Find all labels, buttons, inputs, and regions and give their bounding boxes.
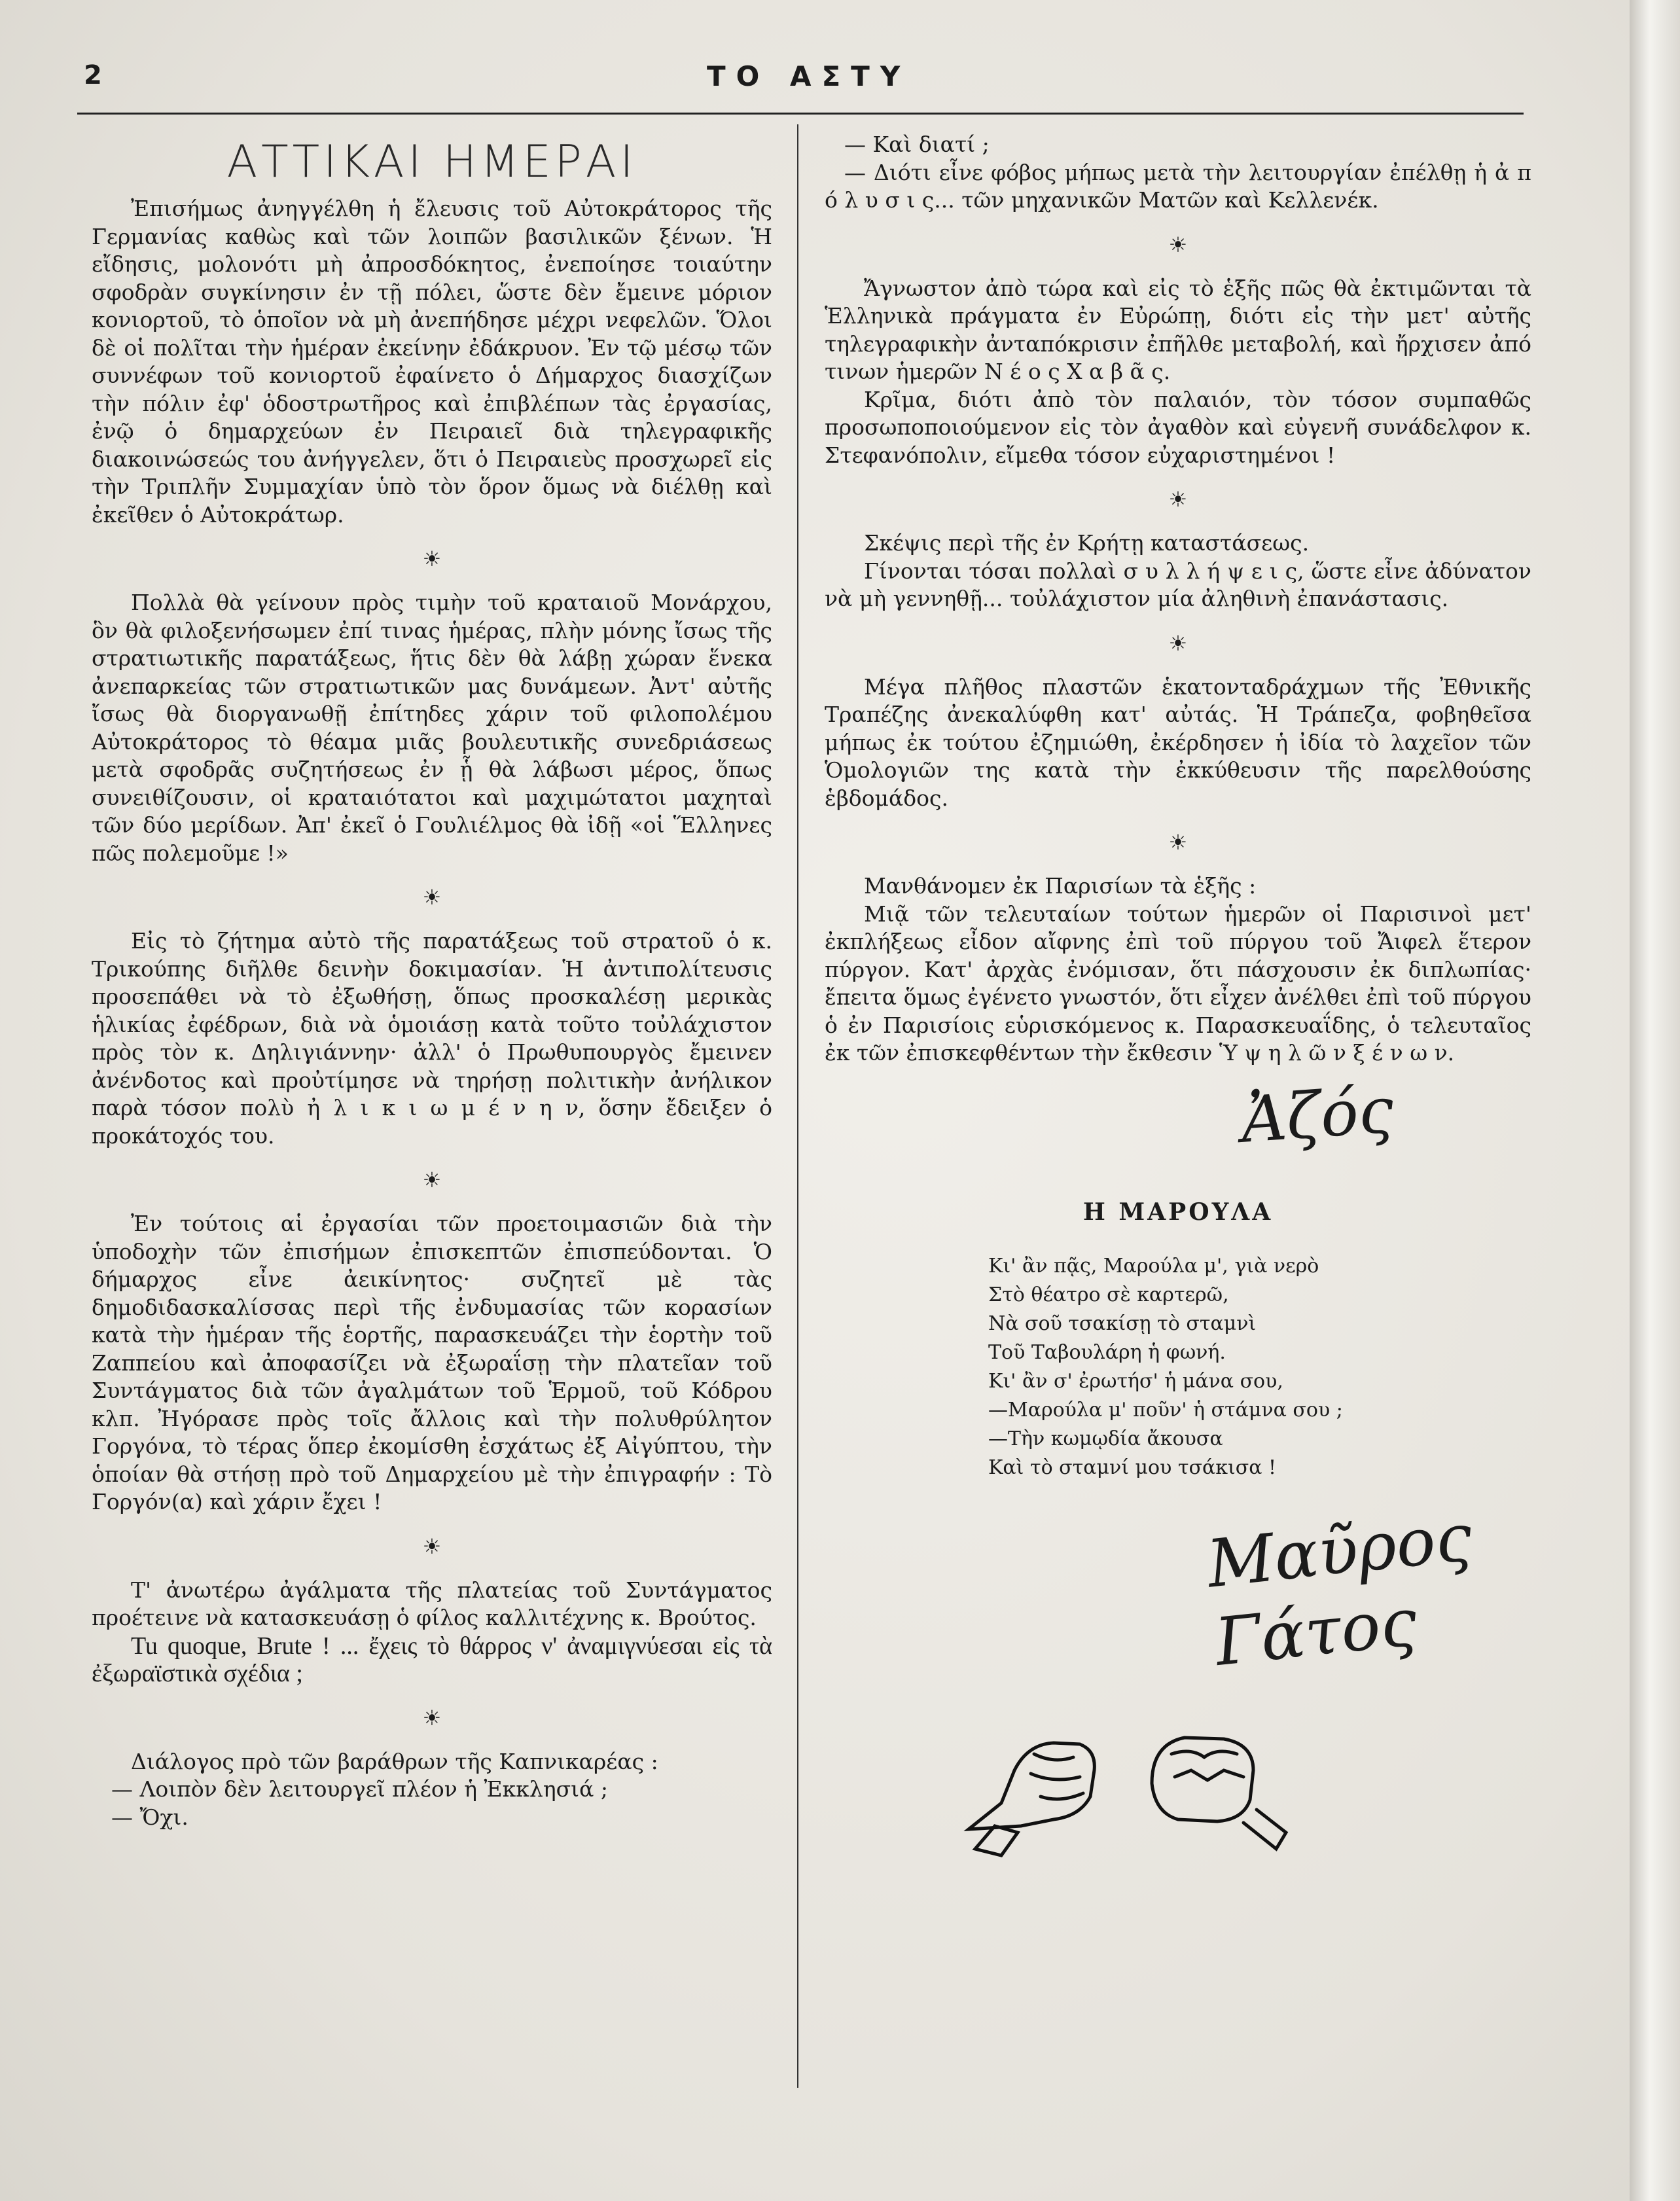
article-paragraph: Κρῖμα, διότι ἀπὸ τὸν παλαιόν, τὸν τόσον συμπαθῶς προσωποποιούμενον εἰς τὸν ἀγαθὸν καὶ εὐγενῆ συνάδελφον κ. Στεφανόπολιν, εἴμεθα τόσον εὐχαριστημένοι ! <box>825 386 1531 468</box>
section-title: ΑΤΤΙΚΑΙ ΗΜΕΡΑΙ <box>226 136 637 188</box>
article-paragraph: Ἄγνωστον ἀπὸ τώρα καὶ εἰς τὸ ἑξῆς πῶς θὰ ἐκτιμῶνται τὰ Ἑλληνικὰ πράγματα ἐν Εὐρώπῃ, διότι εἰς τὴν μετ' αὐτῆς τηλεγραφικὴν ἀνταπόκρισιν ἐπῆλθε μεταβολή, καὶ ἤρχισεν ἀπό τινων ἡμερῶν Ν έ ο ς Χ α β ᾶ ς. <box>825 275 1531 384</box>
dialog-line: — Λοιπὸν δὲν λειτουργεῖ πλέον ἡ Ἐκκλησιά ; <box>111 1776 608 1802</box>
article-paragraph: Μέγα πλῆθος πλαστῶν ἑκατονταδράχμων τῆς Ἐθνικῆς Τραπέζης ἀνεκαλύφθη κατ' αὐτάς. Ἡ Τράπεζα, φοβηθεῖσα μήπως ἐκ τούτου ἐζημιώθη, ἐκέρδησεν ἡ ἰδία τὸ λαχεῖον τῶν Ὁμολογιῶν της κατὰ τὴν ἐκκύθευσιν τῆς παρελθούσης ἑβδομάδος. <box>825 673 1531 811</box>
poem-line: —Τὴν κωμῳδία ἄκουσα <box>988 1427 1223 1450</box>
article-paragraph: Μιᾷ τῶν τελευταίων τούτων ἡμερῶν οἱ Παρισινοὶ μετ' ἐκπλήξεως εἶδον αἴφνης ἐπὶ τοῦ πύργου τοῦ Ἄιφελ ἕτερον πύργον. Κατ' ἀρχὰς ἐνόμισαν, ὅτι πάσχουσιν ἐκ διπλωπίας· ἔπειτα ὅμως ἐγένετο γνωστόν, ὅτι εἶχεν ἀνέλθει ἐπὶ τοῦ πύργου ὁ ἐν Παρισίοις εὑρισκόμενος κ. Παρασκευαΐδης, ὁ τελευταῖος ἐκ τῶν ἐπισκεφθέντων τὴν ἔκθεσιν Ὑ ψ η λ ῶ ν ξ έ ν ω ν. <box>825 901 1531 1065</box>
article-paragraph: Σκέψις περὶ τῆς ἐν Κρήτῃ καταστάσεως. <box>864 530 1310 556</box>
page-number: 2 <box>84 60 102 90</box>
separator-star: ☀ <box>422 546 442 571</box>
poem <box>988 1252 1531 1482</box>
separator-star: ☀ <box>1168 487 1188 512</box>
poem-line: Τοῦ Ταβουλάρη ἡ φωνή. <box>988 1341 1226 1364</box>
poem-line: Κι' ἂν σ' ἐρωτήσ' ἡ μάνα σου, <box>988 1370 1283 1393</box>
article-paragraph: Ἐν τούτοις αἱ ἐργασίαι τῶν προετοιμασιῶν διὰ τὴν ὑποδοχὴν τῶν ἐπισήμων ἐπισκεπτῶν ἐπισπεύδονται. Ὁ δήμαρχος εἶνε ἀεικίνητος· συζητεῖ μὲ τὰς δημοδιδασκαλίσσας περὶ τῆς ἐνδυμασίας τῶν κορασίων κατὰ τὴν ἡμέραν τῆς ἑορτῆς, παρασκευάζει τὴν ἑορτὴν τοῦ Ζαππείου καὶ ἀποφασίζει νὰ ἐξωραΐσῃ τὴν πλατεῖαν τοῦ Συντάγματος διὰ τῶν ἀγαλμάτων τοῦ Ἑρμοῦ, τοῦ Κόδρου κλπ. Ἠγόρασε πρὸς τοῖς ἄλλοις καὶ τὴν πολυθρύλητον Γοργόνα, τὸ τέρας ὅπερ ἐκομίσθη ἐσχάτως ἐξ Αἰγύπτου, τὴν ὁποίαν θὰ στήσῃ πρὸ τοῦ Δημαρχείου μὲ τὴν ἐπιγραφήν : Τὸ Γοργόν(α) καὶ χάριν ἔχει ! <box>92 1211 772 1514</box>
article-paragraph: Εἰς τὸ ζήτημα αὐτὸ τῆς παρατάξεως τοῦ στρατοῦ ὁ κ. Τρικούπης διῆλθε δεινὴν δοκιμασίαν. Ἡ ἀντιπολίτευσις προσεπάθει νὰ τὸ ἐξωθήσῃ, ὅπως προσκαλέσῃ μερικὰς ἡλικίας ἐφέδρων, διὰ νὰ ὁμοιάσῃ κατὰ τοῦτο τοὐλάχιστον πρὸς τὸν κ. Δηλιγιάννην· ἀλλ' ὁ Πρωθυπουργὸς ἔμεινεν ἀνένδοτος καὶ προὐτίμησε νὰ τηρήσῃ πολιτικὴν ἀνήλικον παρὰ τόσον πολὺ ἠ λ ι κ ι ω μ έ ν η ν, ὅσην ἔδειξεν ὁ προκάτοχός του. <box>92 928 772 1149</box>
article-paragraph: Ἐπισήμως ἀνηγγέλθη ἡ ἔλευσις τοῦ Αὐτοκράτορος τῆς Γερμανίας καθὼς καὶ τῶν λοιπῶν βασιλικῶν ξένων. Ἡ εἴδησις, μολονότι μὴ ἀπροσδόκητος, ἐνεποίησε τοιαύτην σφοδρὰν συγκίνησιν ἐν τῇ πόλει, ὥστε δὲν ἔμεινε μόριον κονιορτοῦ, τὸ ὁποῖον νὰ μὴ ἀνεπήδησε μέχρι νεφελῶν. Ὅλοι δὲ οἱ πολῖται τὴν ἡμέραν ἐκείνην ἐδάκρυον. Ἐν τῷ μέσῳ τῶν συννέφων τοῦ κονιορτοῦ ἐφαίνετο ὁ Δήμαρχος διασχίζων τὴν πόλιν ἐφ' ὁδοστρωτῆρος καὶ ἐπιβλέπων τὰς ἐργασίας, ἐνῷ ὁ δημαρχεύων ἐν Πειραιεῖ διὰ τηλεγραφικῆς διακοινώσεώς του ἀνήγγελεν, ὅτι ὁ Πειραιεὺς προσχωρεῖ εἰς τὴν Τριπλῆν Συμμαχίαν ὑπὸ τὸν ὅρον ὅμως νὰ διέλθῃ καὶ ἐκεῖθεν ὁ Αὐτοκράτωρ. <box>92 196 772 528</box>
dialog-line: — Διότι εἶνε φόβος μήπως μετὰ τὴν λειτουργίαν ἐπέλθῃ ἡ ἀ π ό λ υ σ ι ς... τῶν μηχανικῶν Ματῶν καὶ Κελλενέκ. <box>825 159 1531 213</box>
page-edge <box>1630 0 1680 2201</box>
separator-star: ☀ <box>1168 232 1188 257</box>
poem-line: Κι' ἂν πᾷς, Μαρούλα μ', γιὰ νερὸ <box>988 1255 1319 1278</box>
column-divider <box>797 124 798 2088</box>
right-column <box>825 131 1531 1869</box>
signature-mavros-gatos: Μαῦρος Γάτος <box>1203 1498 1476 1681</box>
separator-star: ☀ <box>422 1705 442 1730</box>
separator-star: ☀ <box>422 1533 442 1559</box>
article-paragraph: Πολλὰ θὰ γείνουν πρὸς τιμὴν τοῦ κραταιοῦ Μονάρχου, ὃν θὰ φιλοξενήσωμεν ἐπί τινας ἡμέρας, πλὴν μόνης ἴσως τῆς στρατιωτικῆς παρατάξεως, ἥτις δὲν θὰ λάβῃ χώραν ἕνεκα ἀνεπαρκείας τῶν στρατιωτικῶν μας δυνάμεων. Ἀντ' αὐτῆς ἴσως θὰ διοργανωθῇ ἐπίτηδες χάριν τοῦ φιλοπολέμου Αὐτοκράτορος τὸ θέαμα μιᾶς βουλευτικῆς συνεδριάσεως μετὰ σφοδρᾶς συζητήσεως ἐν ᾗ θὰ λάβωσι μέρος, ὅπως συνειθίζουσιν, οἱ κραταιότατοι καὶ μαχιμώτατοι μαχηταὶ τῶν δύο μερίδων. Ἀπ' ἐκεῖ ὁ Γουλιέλμος θὰ ἰδῇ «οἱ Ἕλληνες πῶς πολεμοῦμε !» <box>92 590 772 866</box>
poem-line: Στὸ θέατρο σὲ καρτερῶ, <box>988 1283 1229 1306</box>
header-rule <box>77 113 1524 115</box>
poem-line: —Μαρούλα μ' ποῦν' ἡ στάμνα σου ; <box>988 1399 1343 1422</box>
poem-line: Καὶ τὸ σταμνί μου τσάκισα ! <box>988 1456 1277 1479</box>
masthead: ΤΟ ΑΣΤΥ <box>707 60 911 92</box>
article-paragraph: Μανθάνομεν ἐκ Παρισίων τὰ ἑξῆς : <box>864 873 1257 899</box>
article-paragraph: Τ' ἀνωτέρω ἀγάλματα τῆς πλατείας τοῦ Συντάγματος προέτεινε νὰ κατασκευάσῃ ὁ φίλος καλλιτέχνης κ. Βρούτος. <box>92 1577 772 1630</box>
poem-title: Η ΜΑΡΟΥΛΑ <box>1082 1198 1274 1226</box>
dialog-line: — Ὄχι. <box>111 1804 188 1830</box>
article-paragraph: Διάλογος πρὸ τῶν βαράθρων τῆς Καπνικαρέας : <box>131 1748 658 1774</box>
signature-azos: Ἀζός <box>1238 1073 1396 1157</box>
separator-star: ☀ <box>422 885 442 910</box>
poem-line: Νὰ σοῦ τσακίσῃ τὸ σταμνὶ <box>988 1312 1257 1335</box>
left-column <box>92 131 772 1831</box>
article-paragraph: Tu quoque, Brute ! ... ἔχεις τὸ θάρρος ν' ἀναμιγνύεσαι εἰς τὰ ἐξωραϊστικὰ σχέδια ; <box>92 1632 772 1687</box>
separator-star: ☀ <box>1168 630 1188 656</box>
article-paragraph: Γίνονται τόσαι πολλαὶ σ υ λ λ ή ψ ε ι ς, ὥστε εἶνε ἀδύνατον νὰ μὴ γεννηθῇ... τοὐλάχιστον μία ἀληθινὴ ἐπανάστασις. <box>825 558 1531 611</box>
separator-star: ☀ <box>1168 830 1188 855</box>
separator-star: ☀ <box>422 1168 442 1192</box>
dialog-line: — Καὶ διατί ; <box>844 132 990 157</box>
fists-illustration <box>956 1692 1296 1862</box>
